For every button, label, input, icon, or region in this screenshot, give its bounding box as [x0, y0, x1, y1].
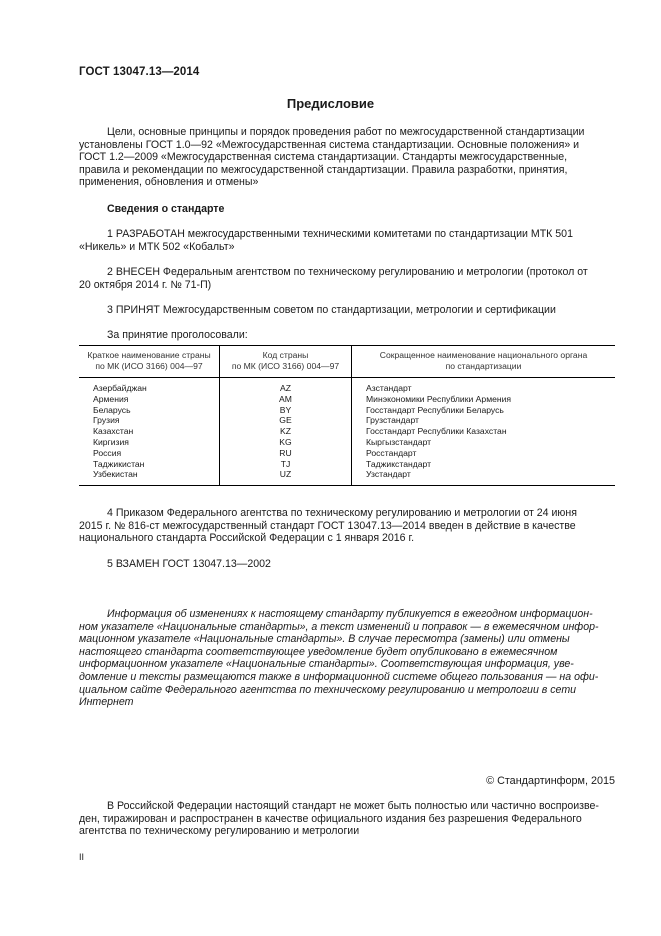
table-row [79, 415, 615, 426]
body-cell: Грузстандарт [352, 415, 616, 426]
country-cell: Узбекистан [79, 469, 220, 485]
table-header-code: Код страны по МК (ИСО 3166) 004—97 [220, 346, 352, 378]
item-4 [79, 507, 615, 545]
notice-line: циальном сайте Федерального агентства по техническому регулированию и метрологии в сети [79, 683, 577, 696]
country-cell: Россия [93, 447, 122, 458]
item-1 [79, 228, 615, 253]
body-cell: Госстандарт Республики Казахстан [352, 426, 616, 437]
intro-line: ГОСТ 1.2—2009 «Межгосударственная система стандартизации. Стандарты межгосударственные, [79, 151, 568, 164]
code-cell: RU [220, 448, 352, 459]
notice-line: Интернет [79, 696, 134, 709]
notice-line: ном указателе «Национальные стандарты», а текст изменений и поправок — в ежемесячном инфор- [79, 620, 599, 633]
code-cell: KG [220, 437, 352, 448]
table-row [79, 378, 615, 394]
table-row [79, 394, 615, 405]
code-cell: KZ [220, 426, 352, 437]
table-header-body: Сокращенное наименование национального органа по стандартизации [352, 346, 616, 378]
notice-line: Информация об изменениях к настоящему стандарту публикуется в ежегодном информацион- [107, 608, 593, 620]
voting-table [79, 345, 615, 486]
code-cell: AM [220, 394, 352, 405]
voted-label: За принятие проголосовали: [107, 329, 248, 341]
copyright: © Стандартинформ, 2015 [486, 775, 615, 787]
notice-line: информационном указателе «Национальные стандарты». Соответствующая информация, уве- [79, 658, 574, 671]
item-1-line: 1 РАЗРАБОТАН межгосударственными техническими комитетами по стандартизации МТК 501 [107, 228, 573, 240]
table-row [79, 405, 615, 416]
item-2 [79, 266, 615, 291]
intro-line: применения, обновления и отмены» [79, 176, 259, 189]
item-4-line: национального стандарта Российской Федерации с 1 января 2016 г. [79, 532, 415, 545]
code-cell: AZ [220, 378, 352, 394]
body-cell: Кыргызстандарт [352, 437, 616, 448]
legal-line: ден, тиражирован и распространен в качестве официального издания без разрешения Федерального [79, 812, 582, 825]
item-2-line: 2 ВНЕСЕН Федеральным агентством по техническому регулированию и метрологии (протокол от [107, 266, 588, 278]
legal-line: агентства по техническому регулированию и метрологии [79, 825, 360, 838]
section-heading: Сведения о стандарте [107, 203, 225, 215]
country-cell: Киргизия [93, 436, 129, 447]
table-header-country: Краткое наименование страны по МК (ИСО 3166) 004—97 [79, 346, 220, 378]
code-cell: UZ [220, 469, 352, 485]
item-2-line: 20 октября 2014 г. № 71-П) [79, 278, 212, 291]
intro-line: установлены ГОСТ 1.0—92 «Межгосударственная система стандартизации. Основные положения» и [79, 138, 580, 151]
country-cell: Беларусь [93, 404, 131, 415]
code-cell: GE [220, 415, 352, 426]
table-row [79, 469, 615, 485]
body-cell: Госстандарт Республики Беларусь [352, 405, 616, 416]
item-1-line: «Никель» и МТК 502 «Кобальт» [79, 240, 235, 253]
item-3: 3 ПРИНЯТ Межгосударственным советом по стандартизации, метрологии и сертификации [107, 304, 556, 316]
country-cell: Армения [93, 393, 129, 404]
country-cell: Азербайджан [93, 383, 147, 393]
notice-line: домление и тексты размещаются также в информационной системе общего пользования — на офи- [79, 670, 599, 683]
intro-paragraph [79, 126, 615, 189]
country-cell: Грузия [93, 415, 120, 426]
table-row [79, 448, 615, 459]
intro-line: Цели, основные принципы и порядок проведения работ по межгосударственной стандартизации [107, 126, 585, 138]
table-header-row [79, 346, 615, 378]
code-cell: BY [220, 405, 352, 416]
item-5: 5 ВЗАМЕН ГОСТ 13047.13—2002 [107, 558, 271, 570]
document-code: ГОСТ 13047.13—2014 [79, 66, 200, 78]
item-4-line: 4 Приказом Федерального агентства по техническому регулированию и метрологии от 24 июня [107, 507, 577, 519]
legal-notice [79, 800, 615, 838]
body-cell: Азстандарт [352, 378, 616, 394]
notice-line: настоящего стандарта соответствующее уведомление будет опубликовано в ежемесячном [79, 645, 558, 658]
table-row [79, 426, 615, 437]
intro-line: правила и рекомендации по межгосударственной стандартизации. Правила разработки, принятия, [79, 163, 568, 176]
code-cell: TJ [220, 459, 352, 470]
table-row [79, 459, 615, 470]
page-title: Предисловие [286, 96, 375, 111]
table-row [79, 437, 615, 448]
page-number: II [79, 852, 85, 862]
body-cell: Узстандарт [352, 469, 616, 485]
notice-paragraph [79, 608, 615, 709]
country-cell: Таджикистан [93, 458, 145, 469]
item-4-line: 2015 г. № 816-ст межгосударственный стандарт ГОСТ 13047.13—2014 введен в действие в качестве [79, 519, 576, 532]
notice-line: мационном указателе «Национальные стандарты». В случае пересмотра (замены) или отмены [79, 633, 570, 646]
legal-line: В Российской Федерации настоящий стандарт не может быть полностью или частично воспроизве- [107, 800, 599, 812]
body-cell: Таджикстандарт [352, 459, 616, 470]
body-cell: Росстандарт [352, 448, 616, 459]
body-cell: Минэкономики Республики Армения [352, 394, 616, 405]
country-cell: Казахстан [93, 426, 134, 437]
